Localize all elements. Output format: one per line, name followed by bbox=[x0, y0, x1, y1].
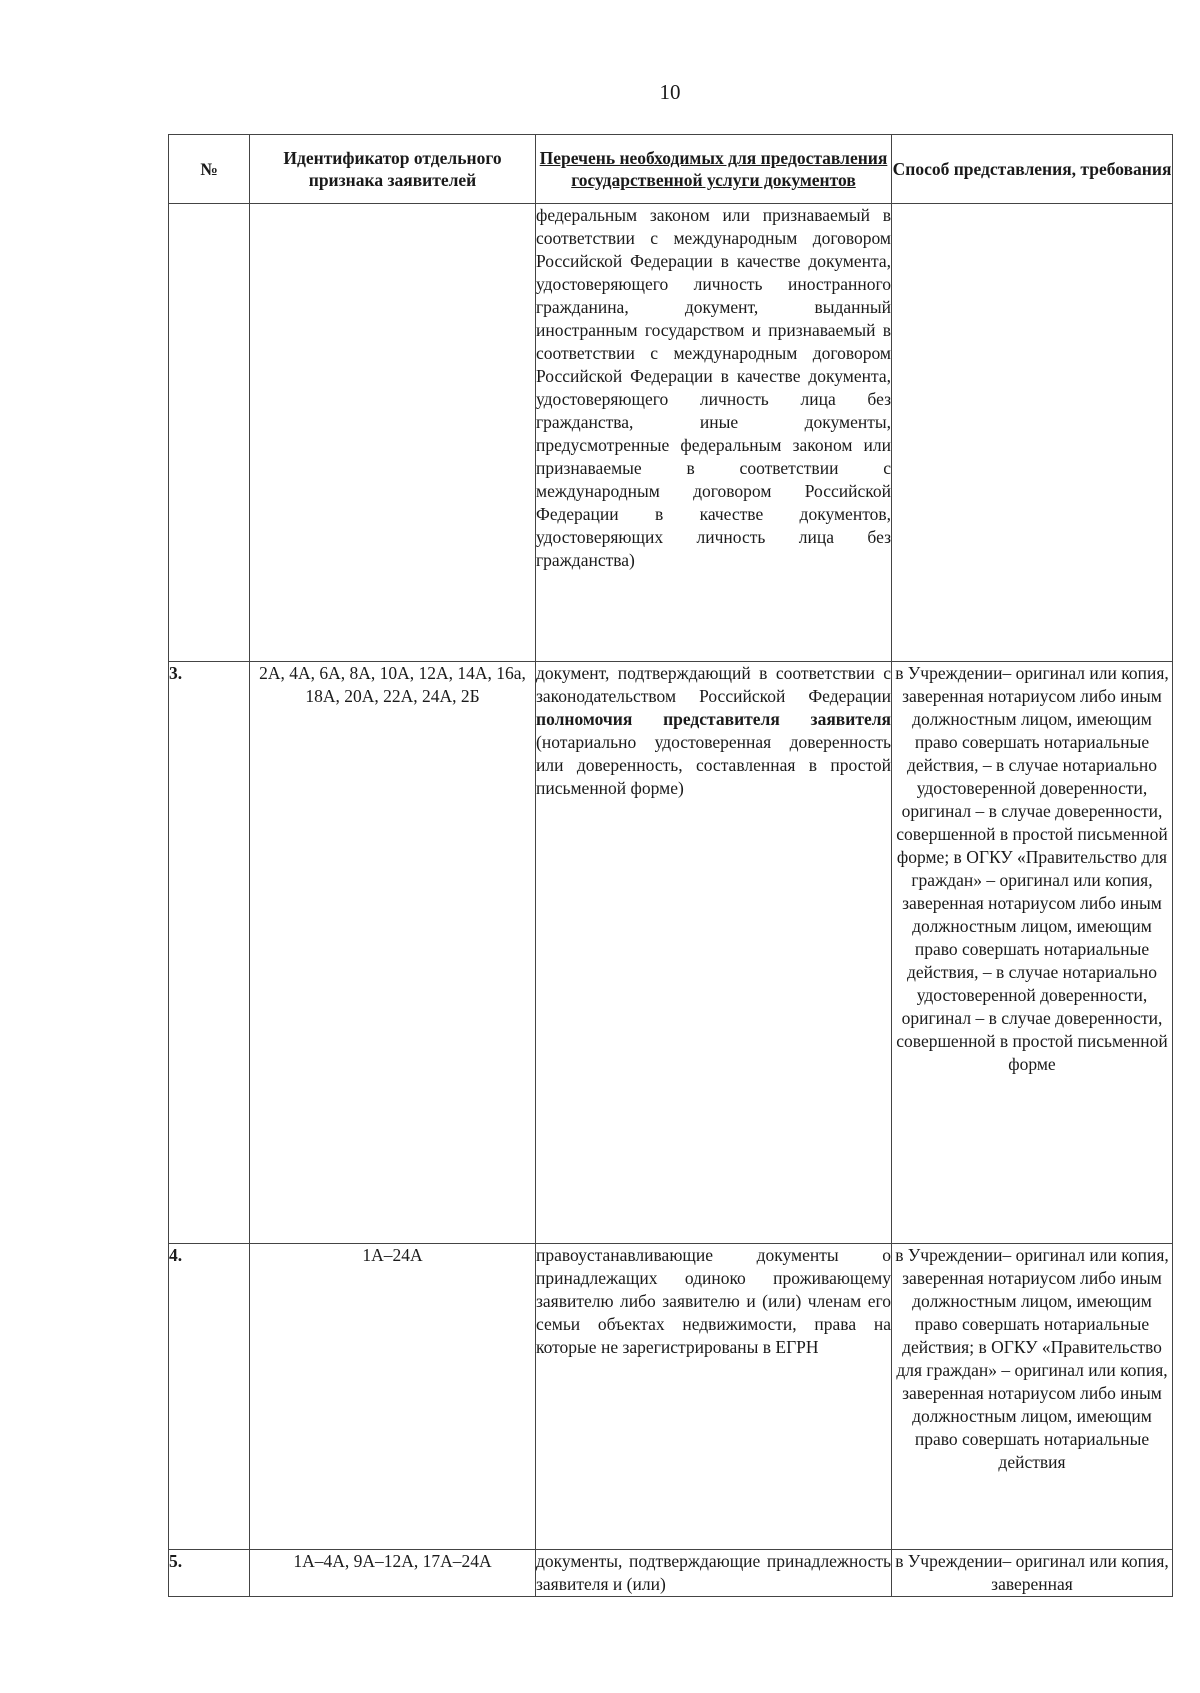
table-header-row bbox=[169, 135, 1173, 204]
cell-documents: документы, подтверждающие принадлежность заявителя и (или) bbox=[536, 1550, 892, 1597]
header-method: Способ представления, требования bbox=[892, 135, 1173, 204]
documents-text-start: документ, подтверждающий в соответствии с законодательством Российской Федерации bbox=[536, 663, 891, 706]
cell-num: 3. bbox=[169, 662, 250, 1244]
cell-num: 4. bbox=[169, 1244, 250, 1550]
cell-method bbox=[892, 204, 1173, 662]
page-number: 10 bbox=[659, 80, 681, 104]
cell-num bbox=[169, 204, 250, 662]
cell-identifiers bbox=[250, 204, 536, 662]
cell-method: в Учреждении– оригинал или копия, заверенная bbox=[892, 1550, 1173, 1597]
header-identifier: Идентификатор отдельного признака заявителей bbox=[250, 135, 536, 204]
table-row-4 bbox=[169, 1244, 1173, 1550]
cell-documents bbox=[536, 662, 892, 1244]
cell-method: в Учреждении– оригинал или копия, заверенная нотариусом либо иным должностным лицом, имеющим право совершать нотариальные действия; в ОГКУ «Правительство для граждан» – оригинал или копия, заверенная нотариусом либо иным должностным лицом, имеющим право совершать нотариальные действия bbox=[892, 1244, 1173, 1550]
header-documents-text: Перечень необходимых для предоставления государственной услуги документов bbox=[539, 148, 888, 190]
cell-documents: федеральным законом или признаваемый в соответствии с международным договором Российской Федерации в качестве документа, удостоверяющего личность иностранного гражданина, документ, выданный иностранным государством и признаваемый в соответствии с международным договором Российской Федерации в качестве документа, удостоверяющего личность лица без гражданства, иные документы, предусмотренные федеральным законом или признаваемые в соответствии с международным договором Российской Федерации в качестве документов, удостоверяющих личность лица без гражданства) bbox=[536, 204, 892, 662]
table-row-3 bbox=[169, 662, 1173, 1244]
cell-documents: правоустанавливающие документы о принадлежащих одиноко проживающему заявителю либо заявителю и (или) членам его семьи объектах недвижимости, права на которые не зарегистрированы в ЕГРН bbox=[536, 1244, 892, 1550]
cell-num: 5. bbox=[169, 1550, 250, 1597]
table-row-5 bbox=[169, 1550, 1173, 1597]
table-row-continuation bbox=[169, 204, 1173, 662]
header-documents bbox=[536, 135, 892, 204]
documents-text-end: (нотариально удостоверенная доверенность или доверенность, составленная в простой письменной форме) bbox=[536, 732, 891, 798]
cell-identifiers: 1А–4А, 9А–12А, 17А–24А bbox=[250, 1550, 536, 1597]
cell-identifiers: 2А, 4А, 6А, 8А, 10А, 12А, 14А, 16а, 18А, 20А, 22А, 24А, 2Б bbox=[250, 662, 536, 1244]
cell-method: в Учреждении– оригинал или копия, заверенная нотариусом либо иным должностным лицом, имеющим право совершать нотариальные действия, – в случае нотариально удостоверенной доверенности, оригинал – в случае доверенности, совершенной в простой письменной форме; в ОГКУ «Правительство для граждан» – оригинал или копия, заверенная нотариусом либо иным должностным лицом, имеющим право совершать нотариальные действия, – в случае нотариально удостоверенной доверенности, оригинал – в случае доверенности, совершенной в простой письменной форме bbox=[892, 662, 1173, 1244]
documents-text-bold: полномочия представителя заявителя bbox=[536, 709, 891, 729]
cell-identifiers: 1А–24А bbox=[250, 1244, 536, 1550]
header-num: № bbox=[169, 135, 250, 204]
documents-table bbox=[168, 134, 1173, 1597]
